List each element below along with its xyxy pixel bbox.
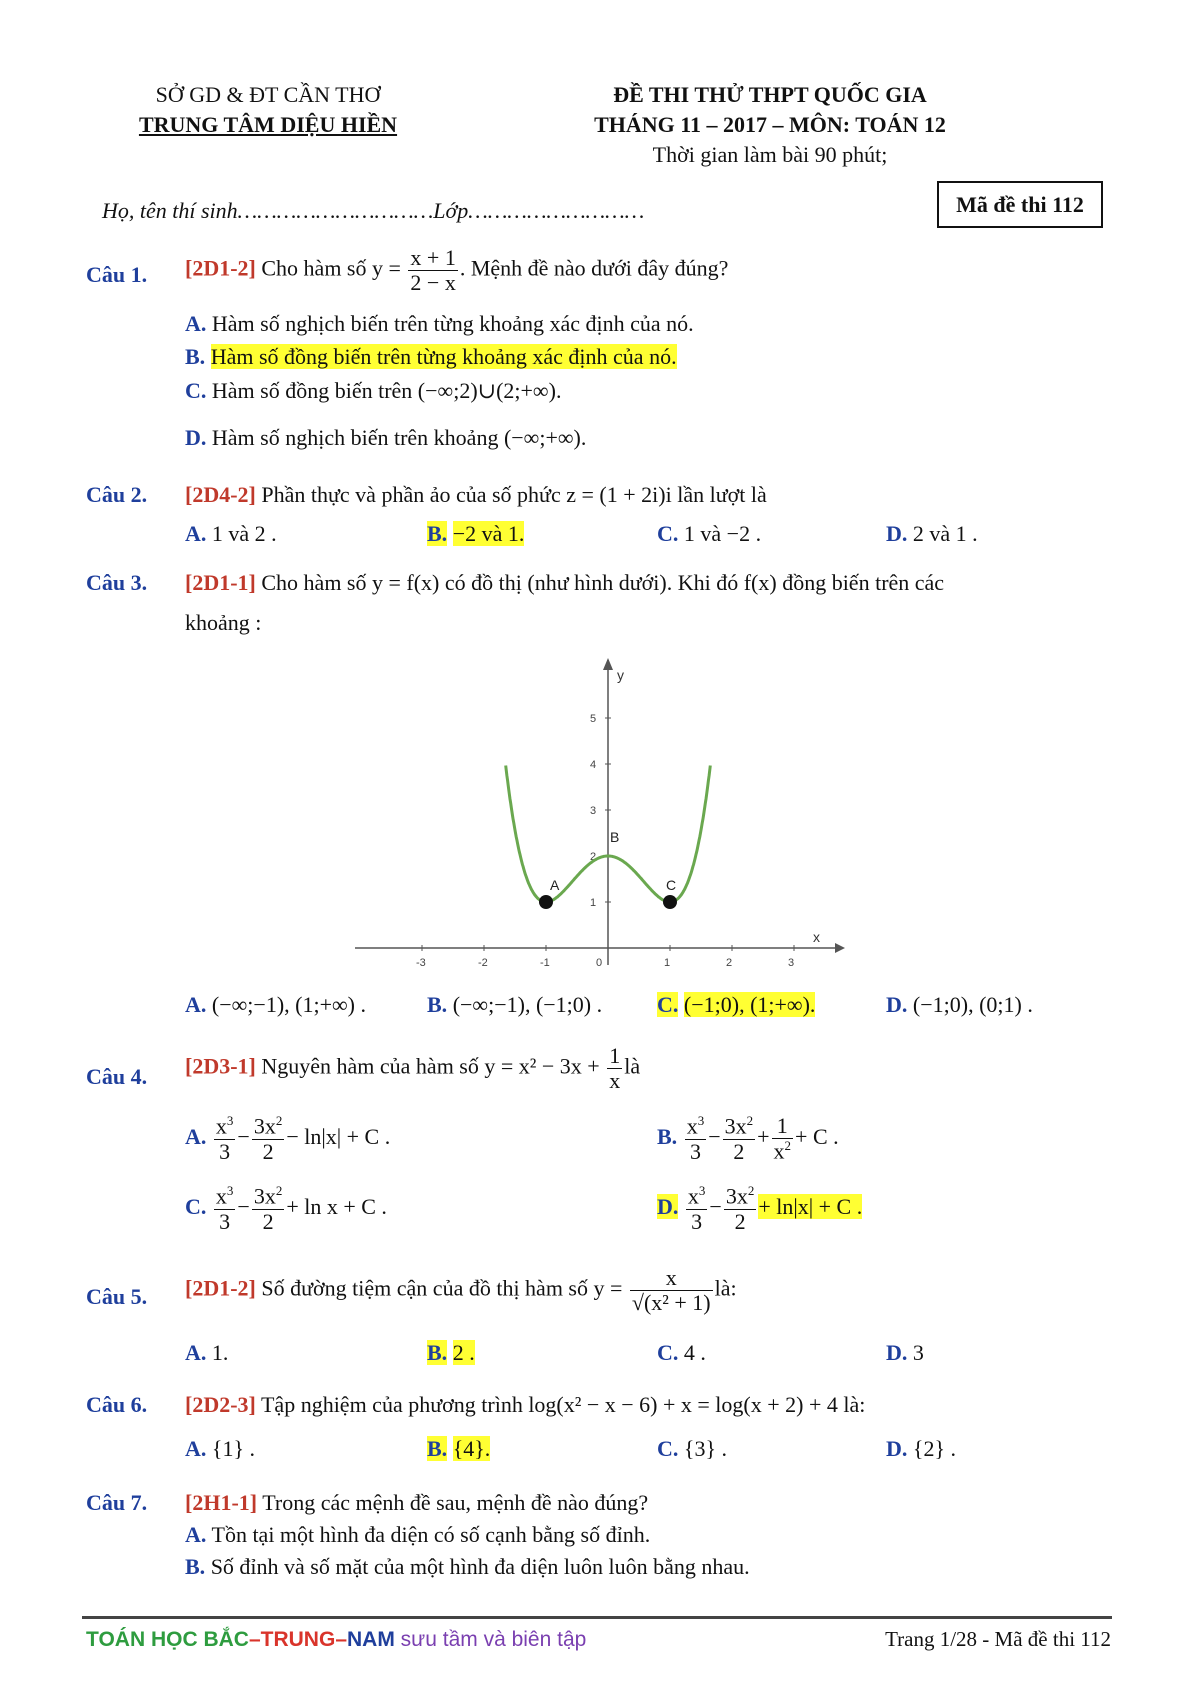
- question-label: Câu 2.: [86, 482, 148, 507]
- exam-code-box: Mã đề thi 112: [937, 181, 1103, 228]
- question-7: [86, 1490, 147, 1516]
- question-label: Câu 4.: [86, 1064, 148, 1089]
- x-tick-label: 2: [726, 957, 733, 969]
- question-5-option-a: A. 1.: [185, 1340, 229, 1365]
- footer-brand: TOÁN HỌC BẮC–TRUNG–NAM sưu tầm và biên tập: [86, 1628, 587, 1651]
- question-3: [86, 570, 147, 596]
- x-tick-label: -2: [478, 957, 488, 969]
- question-7-stem: [2H1-1] Trong các mệnh đề sau, mệnh đề nào đúng?: [185, 1490, 649, 1515]
- question-6: [86, 1392, 147, 1418]
- y-tick-label: 3: [590, 805, 597, 817]
- x-tick-label: 3: [788, 957, 795, 969]
- x-axis-label: x: [813, 929, 820, 945]
- question-tag: [2D1-2]: [185, 1275, 256, 1301]
- fraction: $\frac{x}{\text{√(x² + 1)}}$: [631, 1265, 711, 1316]
- question-label: Câu 6.: [86, 1392, 148, 1417]
- question-2-stem: [2D4-2] Phần thực và phần ảo của số phức z = (1 + 2i)i lần lượt là: [185, 482, 767, 507]
- x-tick-label: 1: [664, 957, 671, 969]
- question-tag: [2D1-1]: [185, 570, 256, 595]
- question-1: [86, 262, 147, 288]
- question-5-stem: [2D1-2] Số đường tiệm cận của đồ thị hàm số y = $\frac{x}{\text{√(x² + 1)}}$ là:: [185, 1265, 737, 1316]
- x-tick-label: -1: [540, 957, 550, 969]
- y-tick-label: 2: [590, 851, 597, 863]
- question-7-option-b: B. Số đỉnh và số mặt của một hình đa diện luôn luôn bằng nhau.: [185, 1554, 750, 1579]
- header-exam-subtitle: THÁNG 11 – 2017 – MÔN: TOÁN 12: [594, 112, 946, 137]
- y-tick-label: 5: [590, 713, 597, 725]
- fraction: $\frac{1}{x}$: [609, 1043, 621, 1094]
- answer-highlight: {4}.: [452, 1436, 491, 1461]
- question-2-option-b: B. −2 và 1.: [427, 521, 525, 546]
- question-1-stem: [2D1-2] Cho hàm số y = $\frac{x + 1}{2 - x}$ . Mệnh đề nào dưới đây đúng?: [185, 245, 729, 296]
- question-1-option-b: B. Hàm số đồng biến trên từng khoảng xác định của nó.: [185, 344, 677, 369]
- question-6-option-c: C. {3} .: [657, 1436, 728, 1461]
- question-tag: [2D2-3]: [185, 1392, 256, 1417]
- question-tag: [2H1-1]: [185, 1490, 258, 1515]
- question-label: Câu 5.: [86, 1284, 148, 1309]
- answer-highlight: + ln|x| + C .: [758, 1193, 863, 1219]
- header-center-name: TRUNG TÂM DIỆU HIỀN: [138, 112, 398, 137]
- question-tag: [2D1-2]: [185, 255, 256, 281]
- question-6-option-d: D. {2} .: [886, 1436, 957, 1461]
- question-6-option-a: A. {1} .: [185, 1436, 256, 1461]
- question-6-option-b: B. {4}.: [427, 1436, 491, 1461]
- x-tick-label: 0: [596, 957, 603, 969]
- question-3-option-a: A. (−∞;−1), (1;+∞) .: [185, 992, 367, 1017]
- question-4-option-c: C. $\frac{x^3}{3}$ − $\frac{3x^2}{2}$ + ln x + C .: [185, 1183, 387, 1234]
- question-label: Câu 7.: [86, 1490, 148, 1515]
- graph-point: [539, 895, 553, 909]
- question-label: Câu 1.: [86, 262, 148, 287]
- graph-point-label: B: [610, 829, 620, 845]
- question-4-option-b: B. $\frac{x^3}{3}$ − $\frac{3x^2}{2}$ + $\frac{1}{x^2}$ + C .: [657, 1113, 839, 1164]
- question-2: [86, 482, 147, 508]
- question-5: [86, 1284, 147, 1310]
- question-3-stem-line2: khoảng :: [185, 610, 262, 635]
- graph-point-label: A: [550, 877, 560, 893]
- question-5-option-b: B. 2 .: [427, 1340, 475, 1365]
- question-2-option-d: D. 2 và 1 .: [886, 521, 978, 546]
- student-info-line: Họ, tên thí sinh…………………………Lớp………………………: [102, 198, 645, 223]
- header-exam-title: ĐỀ THI THỬ THPT QUỐC GIA: [613, 82, 927, 107]
- question-7-option-a: A. Tồn tại một hình đa diện có số cạnh bằng số đỉnh.: [185, 1522, 651, 1547]
- question-2-option-c: C. 1 và −2 .: [657, 521, 762, 546]
- header-exam-time: Thời gian làm bài 90 phút;: [652, 142, 888, 167]
- question-3-option-c: C. (−1;0), (1;+∞).: [657, 992, 816, 1017]
- answer-highlight: −2 và 1.: [452, 521, 525, 546]
- question-1-option-c: C. Hàm số đồng biến trên (−∞;2)∪(2;+∞).: [185, 378, 562, 403]
- question-5-option-c: C. 4 .: [657, 1340, 706, 1365]
- header-department: SỞ GD & ĐT CẦN THƠ: [155, 82, 381, 107]
- question-3-option-b: B. (−∞;−1), (−1;0) .: [427, 992, 603, 1017]
- x-axis-arrow: [835, 943, 845, 953]
- y-axis-label: y: [617, 667, 624, 683]
- y-tick-label: 4: [590, 759, 597, 771]
- question-label: Câu 3.: [86, 570, 148, 595]
- question-3-stem: [2D1-1] Cho hàm số y = f(x) có đồ thị (như hình dưới). Khi đó f(x) đồng biến trên các: [185, 570, 945, 595]
- answer-highlight: Hàm số đồng biến trên từng khoảng xác định của nó.: [210, 344, 677, 369]
- y-tick-label: 1: [590, 897, 597, 909]
- x-tick-label: -3: [416, 957, 426, 969]
- graph-point-label: C: [666, 877, 677, 893]
- question-1-option-a: A. Hàm số nghịch biến trên từng khoảng xác định của nó.: [185, 311, 694, 336]
- question-4-option-d: D. $\frac{x^3}{3}$ − $\frac{3x^2}{2}$ + ln|x| + C .: [657, 1183, 863, 1234]
- footer-page-number: Trang 1/28 - Mã đề thi 112: [885, 1627, 1111, 1651]
- question-5-option-d: D. 3: [886, 1340, 924, 1365]
- question-tag: [2D4-2]: [185, 482, 256, 507]
- question-1-option-d: D. Hàm số nghịch biến trên khoảng (−∞;+∞).: [185, 425, 587, 450]
- question-tag: [2D3-1]: [185, 1053, 256, 1079]
- question-2-option-a: A. 1 và 2 .: [185, 521, 277, 546]
- question-4: [86, 1064, 147, 1090]
- answer-highlight: (−1;0), (1;+∞).: [683, 992, 816, 1017]
- footer-divider: [82, 1616, 1112, 1619]
- question-4-option-a: A. $\frac{x^3}{3}$ − $\frac{3x^2}{2}$ − ln|x| + C .: [185, 1113, 391, 1164]
- question-4-stem: [2D3-1] Nguyên hàm của hàm số y = x² − 3x + $\frac{1}{x}$ là: [185, 1043, 641, 1094]
- y-axis-arrow: [603, 658, 613, 670]
- function-graph: [345, 640, 855, 970]
- fraction: $\frac{x + 1}{2 - x}$: [410, 245, 456, 296]
- question-3-option-d: D. (−1;0), (0;1) .: [886, 992, 1033, 1017]
- question-6-stem: [2D2-3] Tập nghiệm của phương trình log(x² − x − 6) + x = log(x + 2) + 4 là:: [185, 1392, 866, 1417]
- graph-point: [663, 895, 677, 909]
- answer-highlight: 2 .: [452, 1340, 475, 1365]
